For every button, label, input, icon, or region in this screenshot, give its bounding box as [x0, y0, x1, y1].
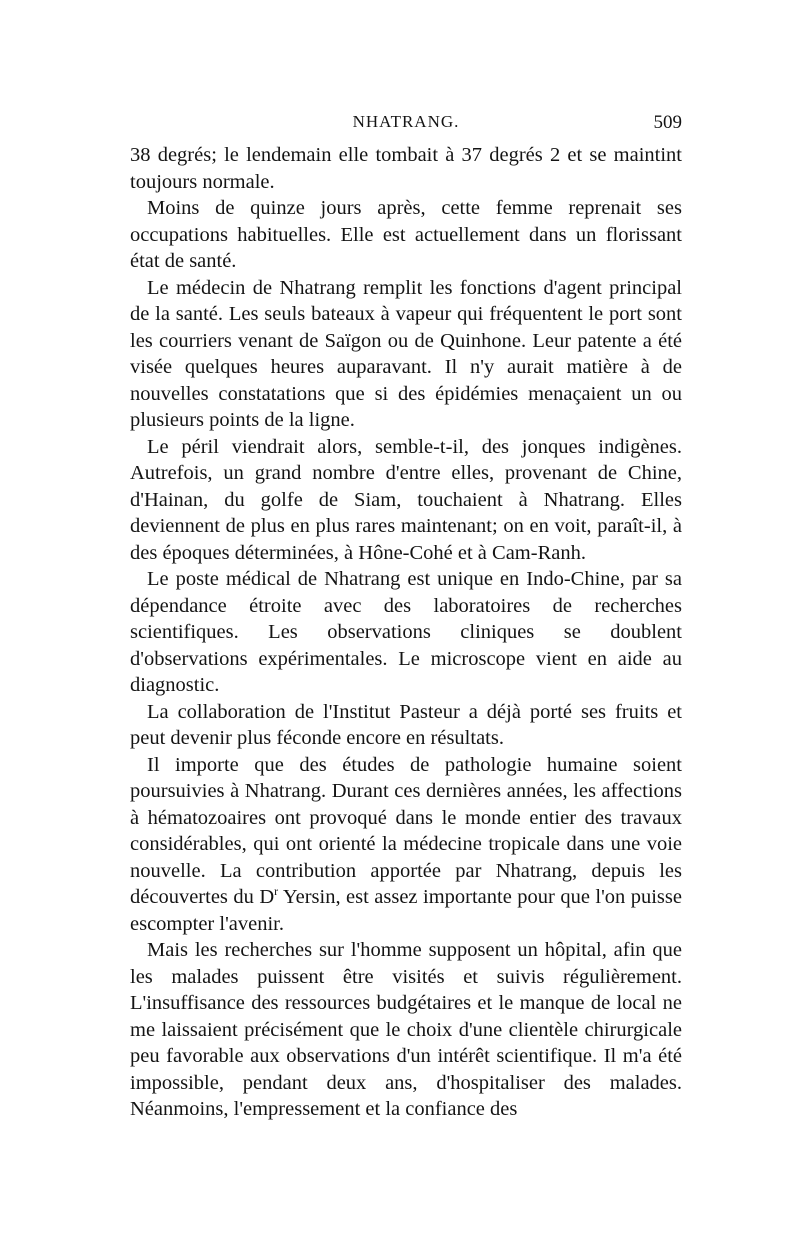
page-number: 509: [653, 112, 682, 133]
body-text: [130, 142, 682, 1123]
paragraph-text: Il importe que des études de pathologie humaine soient poursuivies à Nhatrang. Durant ces dernières années, les affections à hématozoaires ont provoqué dans le monde entier des travaux considérables, qui ont orienté la médecine tropicale dans une voie nouvelle. La contribution apportée par Nhatrang, depuis les découvertes du D: [130, 753, 682, 908]
paragraph: [130, 752, 682, 938]
paragraph-text: Yersin, est assez importante pour que l'on puisse escompter l'avenir.: [130, 886, 682, 935]
running-header: [130, 112, 682, 142]
superscript-abbreviation: r: [274, 884, 279, 899]
paragraph: Le péril viendrait alors, semble-t-il, des jonques indigènes. Autrefois, un grand nombre d'entre elles, provenant de Chine, d'Hainan, du golfe de Siam, touchaient à Nhatrang. Elles deviennent de plus en plus rares maintenant; on en voit, paraît-il, à des époques déterminées, à Hône-Cohé et à Cam-Ranh.: [130, 435, 682, 564]
paragraph: Le poste médical de Nhatrang est unique en Indo-Chine, par sa dépendance étroite avec des laboratoires de recherches scientifiques. Les observations cliniques se doublent d'observations expérimentales. Le microscope vient en aide au diagnostic.: [130, 568, 682, 696]
paragraph: Le médecin de Nhatrang remplit les fonctions d'agent principal de la santé. Les seuls bateaux à vapeur qui fréquentent le port sont les courriers venant de Saïgon ou de Quinhone. Leur patente a été visée quelques heures auparavant. Il n'y aurait matière à de nouvelles constatations que si des épidémies menaçaient un ou plusieurs points de la ligne.: [130, 276, 682, 431]
paragraph: La collaboration de l'Institut Pasteur a déjà porté ses fruits et peut devenir plus féconde encore en résultats.: [130, 700, 682, 749]
paragraph-continuation: 38 degrés; le lendemain elle tombait à 37 degrés 2 et se maintint toujours normale.: [130, 144, 682, 193]
book-page: [130, 112, 682, 1123]
paragraph: Mais les recherches sur l'homme supposent un hôpital, afin que les malades puissent être visités et suivis régulièrement. L'insuffisance des ressources budgétaires et le manque de local ne me laissaient précisément que le choix d'une clientèle chirurgicale peu favorable aux observations d'un intérêt scientifique. Il m'a été impossible, pendant deux ans, d'hospitaliser des malades. Néanmoins, l'empressement et la confiance des: [130, 939, 682, 1120]
paragraph: Moins de quinze jours après, cette femme reprenait ses occupations habituelles. Elle est actuellement dans un florissant état de santé.: [130, 197, 682, 272]
running-title: NHATRANG.: [352, 112, 460, 131]
